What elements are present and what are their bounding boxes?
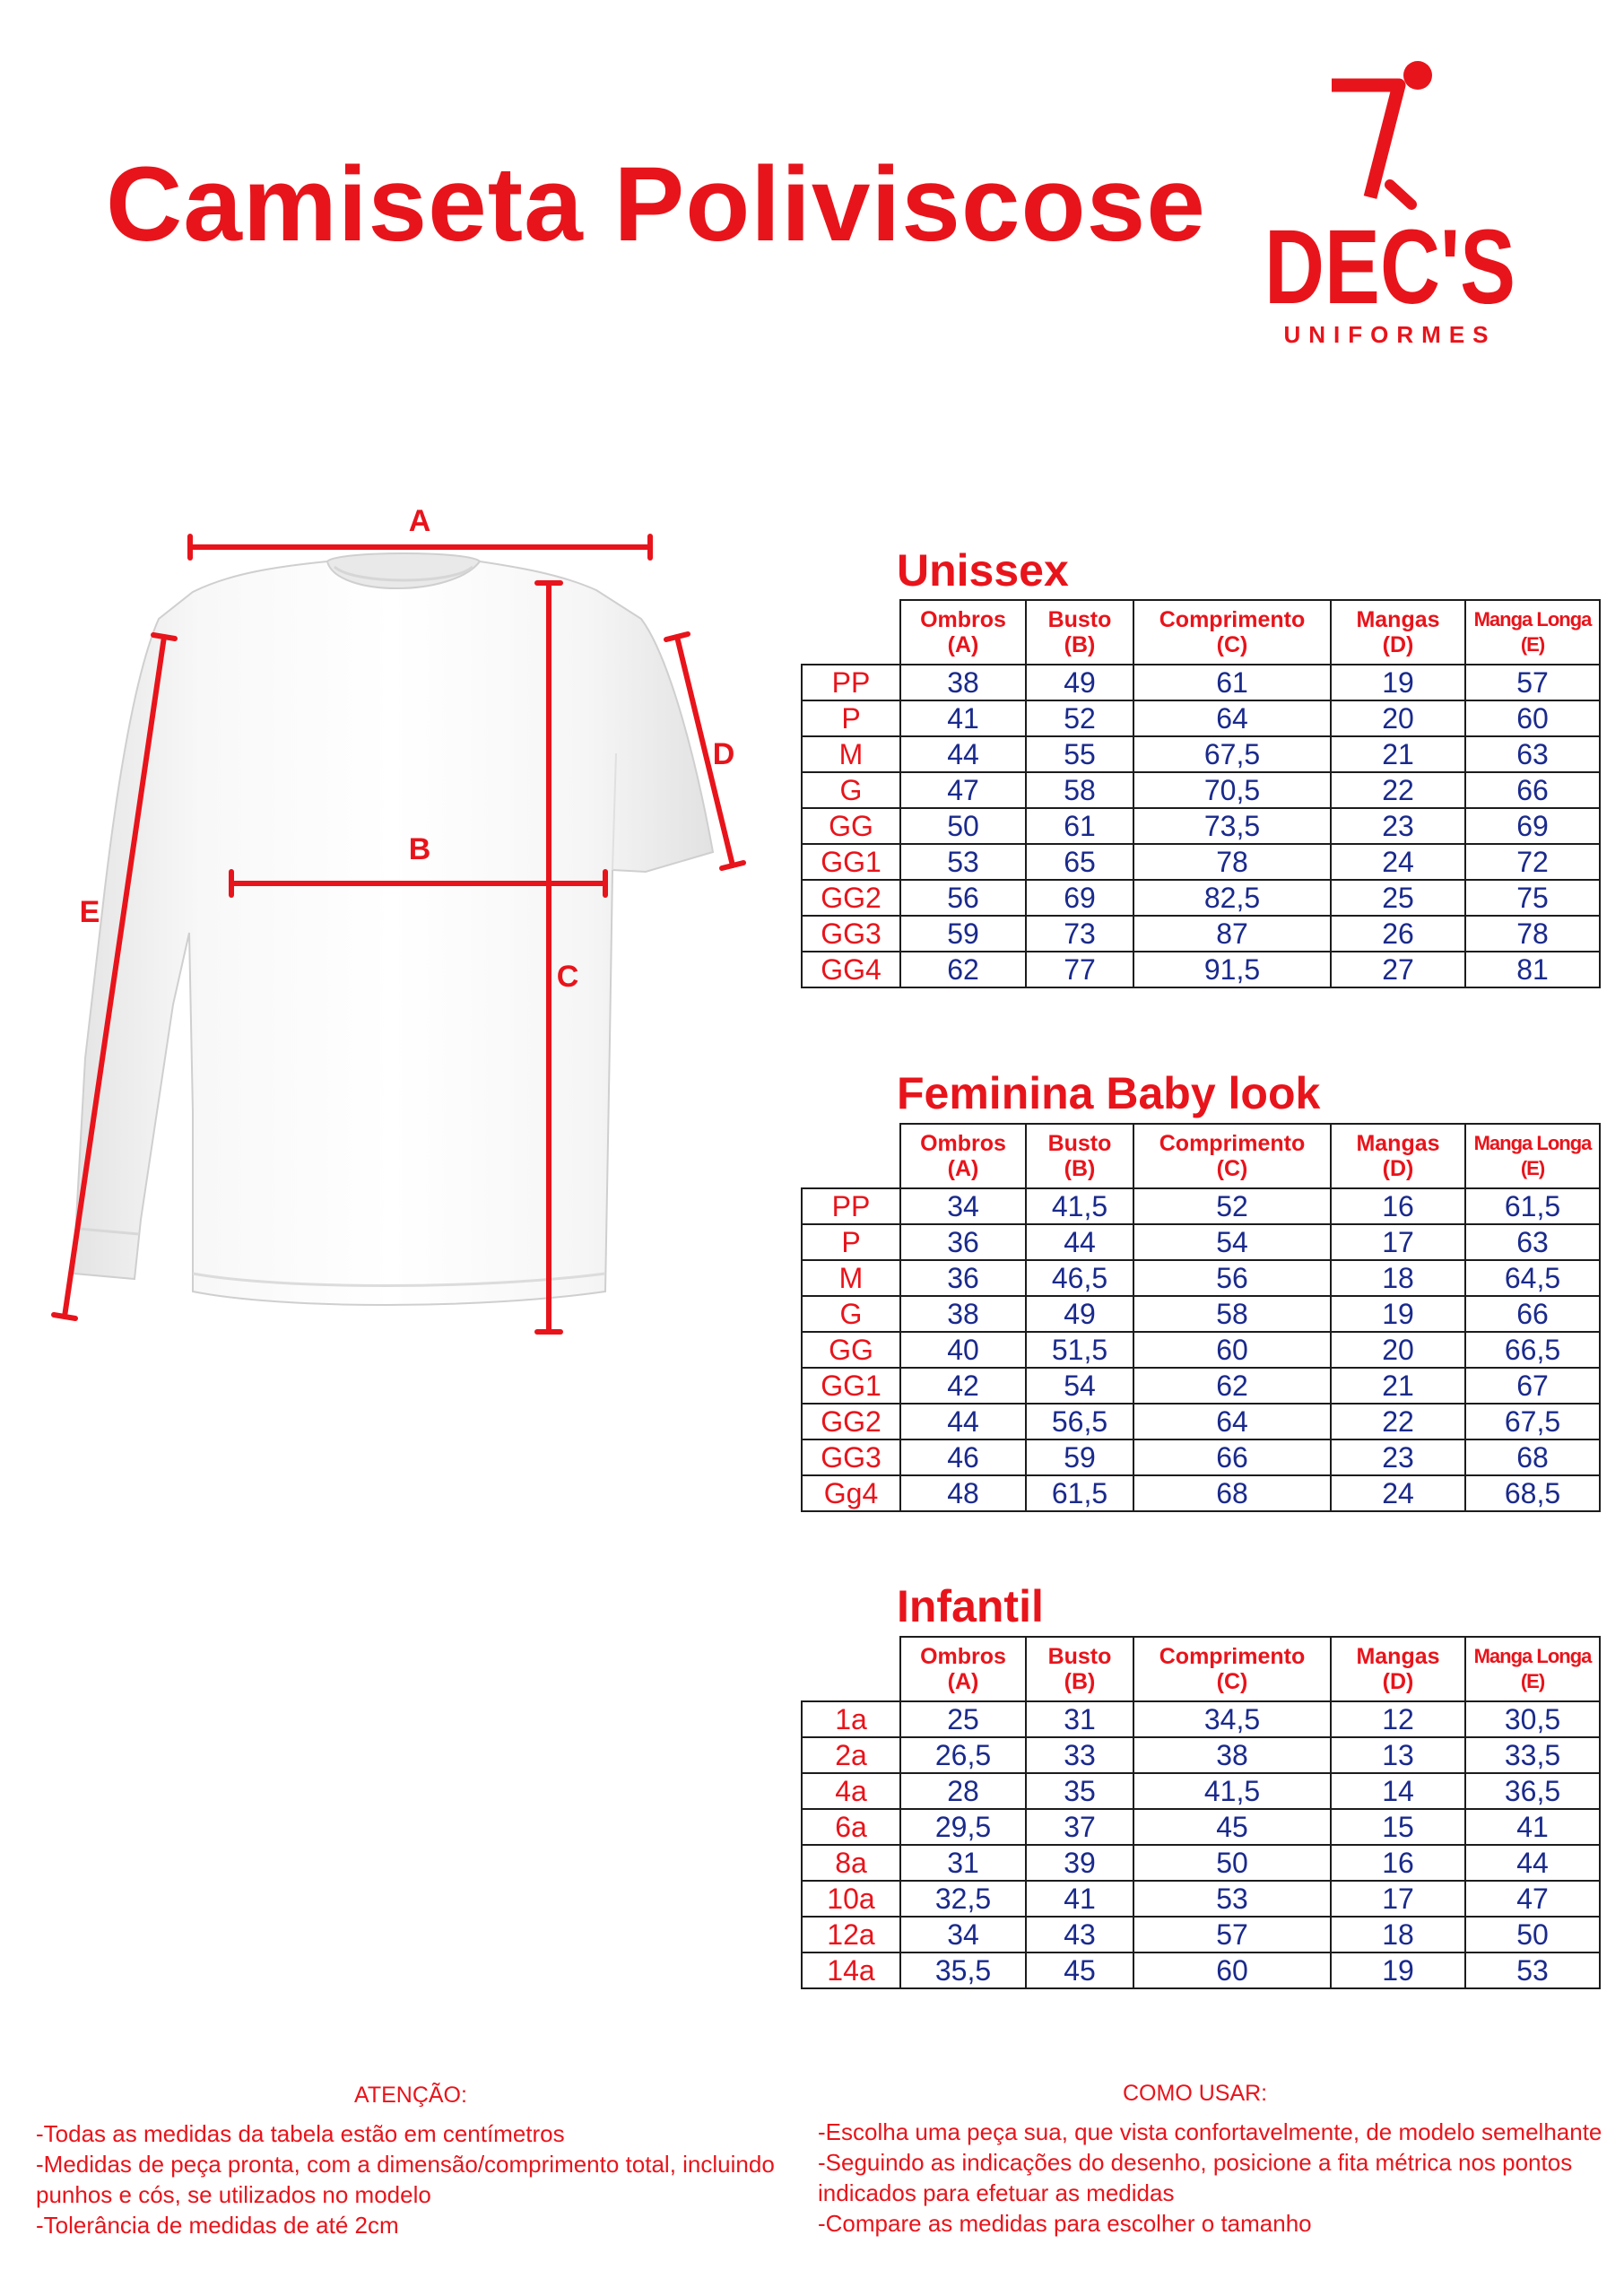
measure-cell: 34,5 — [1133, 1701, 1331, 1737]
measure-cell: 87 — [1133, 916, 1331, 952]
column-name: Comprimento — [1159, 1131, 1306, 1156]
como-usar-notes — [818, 2117, 1602, 2239]
column-code: (C) — [1216, 1156, 1248, 1181]
unissex-title: Unissex — [897, 545, 1069, 596]
measure-cell: 91,5 — [1133, 952, 1331, 987]
measure-cell: 19 — [1331, 1296, 1465, 1332]
note-item: indicados para efetuar as medidas — [818, 2179, 1175, 2206]
column-code: (B) — [1064, 1669, 1096, 1694]
table-row — [802, 1439, 1600, 1475]
column-name: Mangas — [1356, 607, 1440, 632]
size-label: 8a — [802, 1845, 900, 1881]
column-code: (E) — [1520, 633, 1545, 656]
column-name: Manga Longa — [1473, 608, 1592, 631]
measure-cell: 72 — [1465, 844, 1600, 880]
measure-cell: 47 — [1465, 1881, 1600, 1917]
column-code: (E) — [1520, 1670, 1545, 1692]
column-code: (A) — [947, 1156, 979, 1181]
measure-cell: 26 — [1331, 916, 1465, 952]
header-corner — [802, 600, 900, 665]
measure-cell: 75 — [1465, 880, 1600, 916]
size-label: P — [802, 700, 900, 736]
column-code: (B) — [1064, 1156, 1096, 1181]
table-row — [802, 1917, 1600, 1952]
table-row — [802, 772, 1600, 808]
measure-cell: 43 — [1026, 1917, 1133, 1952]
measure-cell: 66 — [1465, 1296, 1600, 1332]
column-header — [900, 1124, 1026, 1188]
measure-cell: 66 — [1133, 1439, 1331, 1475]
column-header — [900, 600, 1026, 665]
measure-cell: 50 — [1133, 1845, 1331, 1881]
table-row — [802, 1224, 1600, 1260]
measure-cell: 42 — [900, 1368, 1026, 1404]
table-row — [802, 1701, 1600, 1737]
measure-cell: 33 — [1026, 1737, 1133, 1773]
table-row — [802, 1475, 1600, 1511]
measure-cell: 73 — [1026, 916, 1133, 952]
measure-cell: 14 — [1331, 1773, 1465, 1809]
measure-cell: 69 — [1026, 880, 1133, 916]
measure-cell: 36,5 — [1465, 1773, 1600, 1809]
measure-cell: 13 — [1331, 1737, 1465, 1773]
table-row — [802, 1952, 1600, 1988]
label-a: A — [408, 504, 431, 538]
measure-cell: 21 — [1331, 736, 1465, 772]
measure-cell: 55 — [1026, 736, 1133, 772]
column-header — [1026, 1637, 1133, 1701]
measure-cell: 23 — [1331, 808, 1465, 844]
size-label: G — [802, 1296, 900, 1332]
feminina-title: Feminina Baby look — [897, 1068, 1321, 1118]
table-row — [802, 952, 1600, 987]
column-name: Busto — [1047, 1131, 1112, 1156]
logo-tick-mark — [1390, 185, 1411, 204]
measure-cell: 70,5 — [1133, 772, 1331, 808]
table-row — [802, 1260, 1600, 1296]
header-corner — [802, 1124, 900, 1188]
column-name: Ombros — [920, 1644, 1006, 1669]
tshirt-illustration — [74, 553, 713, 1305]
measure-cell: 24 — [1331, 1475, 1465, 1511]
size-label: PP — [802, 1188, 900, 1224]
measure-cell: 27 — [1331, 952, 1465, 987]
table-row — [802, 736, 1600, 772]
measure-cell: 12 — [1331, 1701, 1465, 1737]
measure-cell: 38 — [900, 665, 1026, 700]
column-header — [1465, 1637, 1600, 1701]
measure-cell: 57 — [1465, 665, 1600, 700]
measure-cell: 69 — [1465, 808, 1600, 844]
measure-cell: 41 — [900, 700, 1026, 736]
measure-cell: 67 — [1465, 1368, 1600, 1404]
feminina-size-table — [801, 1123, 1601, 1512]
column-code: (D) — [1382, 1669, 1414, 1694]
label-c: C — [556, 960, 579, 994]
measure-cell: 58 — [1133, 1296, 1331, 1332]
table-row — [802, 1368, 1600, 1404]
size-label: M — [802, 736, 900, 772]
measure-cell: 28 — [900, 1773, 1026, 1809]
logo-tagline: UNIFORMES — [1283, 321, 1497, 348]
column-name: Busto — [1047, 1644, 1112, 1669]
column-header — [1465, 1124, 1600, 1188]
measure-cell: 73,5 — [1133, 808, 1331, 844]
measure-cell: 17 — [1331, 1224, 1465, 1260]
table-row — [802, 700, 1600, 736]
measure-cell: 51,5 — [1026, 1332, 1133, 1368]
table-row — [802, 1773, 1600, 1809]
size-label: 1a — [802, 1701, 900, 1737]
measure-cell: 56 — [1133, 1260, 1331, 1296]
measure-cell: 62 — [1133, 1368, 1331, 1404]
size-label: P — [802, 1224, 900, 1260]
measure-cell: 57 — [1133, 1917, 1331, 1952]
measure-cell: 61 — [1026, 808, 1133, 844]
como-usar-heading: COMO USAR: — [1123, 2081, 1268, 2106]
measure-cell: 58 — [1026, 772, 1133, 808]
column-name: Ombros — [920, 607, 1006, 632]
measure-cell: 59 — [900, 916, 1026, 952]
column-code: (C) — [1216, 632, 1248, 657]
measure-cell: 19 — [1331, 665, 1465, 700]
measure-cell: 26,5 — [900, 1737, 1026, 1773]
measure-cell: 37 — [1026, 1809, 1133, 1845]
column-header — [1133, 1637, 1331, 1701]
size-label: M — [802, 1260, 900, 1296]
table-row — [802, 1809, 1600, 1845]
measure-cell: 35 — [1026, 1773, 1133, 1809]
measure-cell: 17 — [1331, 1881, 1465, 1917]
measure-cell: 21 — [1331, 1368, 1465, 1404]
size-label: GG — [802, 808, 900, 844]
measure-cell: 63 — [1465, 1224, 1600, 1260]
table-row — [802, 665, 1600, 700]
measure-cell: 77 — [1026, 952, 1133, 987]
measure-cell: 41 — [1465, 1809, 1600, 1845]
column-header — [1026, 1124, 1133, 1188]
measure-cell: 82,5 — [1133, 880, 1331, 916]
table-row — [802, 808, 1600, 844]
size-label: GG1 — [802, 844, 900, 880]
measure-cell: 33,5 — [1465, 1737, 1600, 1773]
size-label: G — [802, 772, 900, 808]
measure-cell: 59 — [1026, 1439, 1133, 1475]
size-label: 2a — [802, 1737, 900, 1773]
size-label: 10a — [802, 1881, 900, 1917]
measure-cell: 44 — [900, 1404, 1026, 1439]
measure-cell: 38 — [1133, 1737, 1331, 1773]
measure-cell: 78 — [1133, 844, 1331, 880]
column-name: Busto — [1047, 607, 1112, 632]
measure-cell: 22 — [1331, 1404, 1465, 1439]
table-header-row — [802, 600, 1600, 665]
note-item: -Escolha uma peça sua, que vista confortavelmente, de modelo semelhante — [818, 2118, 1602, 2145]
column-code: (B) — [1064, 632, 1096, 657]
note-item: -Seguindo as indicações do desenho, posicione a fita métrica nos pontos — [818, 2149, 1573, 2176]
infantil-size-table — [801, 1636, 1601, 1989]
note-item: -Todas as medidas da tabela estão em centímetros — [36, 2120, 565, 2147]
measure-cell: 31 — [1026, 1701, 1133, 1737]
table-row — [802, 1881, 1600, 1917]
measure-cell: 52 — [1026, 700, 1133, 736]
table-row — [802, 844, 1600, 880]
atencao-notes — [36, 2118, 775, 2240]
measure-cell: 60 — [1133, 1952, 1331, 1988]
measure-cell: 16 — [1331, 1845, 1465, 1881]
unissex-size-table — [801, 599, 1601, 988]
measure-cell: 68,5 — [1465, 1475, 1600, 1511]
column-name: Ombros — [920, 1131, 1006, 1156]
column-code: (D) — [1382, 632, 1414, 657]
label-d: D — [712, 737, 735, 771]
measure-cell: 63 — [1465, 736, 1600, 772]
column-code: (E) — [1520, 1157, 1545, 1179]
column-header — [1026, 600, 1133, 665]
column-header — [1331, 600, 1465, 665]
measure-cell: 48 — [900, 1475, 1026, 1511]
measure-cell: 54 — [1026, 1368, 1133, 1404]
column-header — [1331, 1637, 1465, 1701]
measure-cell: 16 — [1331, 1188, 1465, 1224]
column-header — [1133, 600, 1331, 665]
size-label: GG — [802, 1332, 900, 1368]
measure-cell: 34 — [900, 1188, 1026, 1224]
measure-cell: 60 — [1133, 1332, 1331, 1368]
note-item: punhos e cós, se utilizados no modelo — [36, 2181, 431, 2208]
label-e: E — [79, 895, 100, 929]
measure-cell: 60 — [1465, 700, 1600, 736]
measure-cell: 64,5 — [1465, 1260, 1600, 1296]
size-label: GG2 — [802, 1404, 900, 1439]
measure-cell: 41,5 — [1026, 1188, 1133, 1224]
table-row — [802, 880, 1600, 916]
measure-cell: 32,5 — [900, 1881, 1026, 1917]
measure-cell: 61,5 — [1026, 1475, 1133, 1511]
shirt-diagram — [49, 484, 785, 1381]
measure-cell: 49 — [1026, 1296, 1133, 1332]
label-b: B — [408, 832, 431, 866]
measure-cell: 53 — [1465, 1952, 1600, 1988]
infantil-title: Infantil — [897, 1581, 1044, 1631]
measure-cell: 18 — [1331, 1917, 1465, 1952]
column-name: Manga Longa — [1473, 1645, 1592, 1667]
size-label: 6a — [802, 1809, 900, 1845]
measure-cell: 44 — [900, 736, 1026, 772]
measure-cell: 62 — [900, 952, 1026, 987]
measure-cell: 46 — [900, 1439, 1026, 1475]
measure-cell: 67,5 — [1133, 736, 1331, 772]
measure-cell: 53 — [1133, 1881, 1331, 1917]
measure-cell: 20 — [1331, 700, 1465, 736]
atencao-heading: ATENÇÃO: — [354, 2083, 467, 2108]
measure-cell: 25 — [900, 1701, 1026, 1737]
measure-cell: 39 — [1026, 1845, 1133, 1881]
measure-cell: 78 — [1465, 916, 1600, 952]
measure-cell: 61 — [1133, 665, 1331, 700]
measure-cell: 40 — [900, 1332, 1026, 1368]
measure-cell: 41,5 — [1133, 1773, 1331, 1809]
measure-cell: 18 — [1331, 1260, 1465, 1296]
measure-cell: 25 — [1331, 880, 1465, 916]
measure-cell: 56,5 — [1026, 1404, 1133, 1439]
size-label: GG2 — [802, 880, 900, 916]
measure-cell: 56 — [900, 880, 1026, 916]
column-name: Comprimento — [1159, 607, 1306, 632]
note-item: -Tolerância de medidas de até 2cm — [36, 2212, 399, 2239]
size-label: 14a — [802, 1952, 900, 1988]
table-row — [802, 1296, 1600, 1332]
size-label: PP — [802, 665, 900, 700]
size-label: Gg4 — [802, 1475, 900, 1511]
measure-cell: 23 — [1331, 1439, 1465, 1475]
measure-cell: 45 — [1026, 1952, 1133, 1988]
table-row — [802, 1404, 1600, 1439]
measure-cell: 50 — [1465, 1917, 1600, 1952]
measure-cell: 81 — [1465, 952, 1600, 987]
measure-cell: 68 — [1465, 1439, 1600, 1475]
measure-cell: 53 — [900, 844, 1026, 880]
measure-cell: 36 — [900, 1224, 1026, 1260]
note-item: -Medidas de peça pronta, com a dimensão/comprimento total, incluindo — [36, 2151, 775, 2178]
measure-cell: 66 — [1465, 772, 1600, 808]
measure-cell: 46,5 — [1026, 1260, 1133, 1296]
decs-logo — [1238, 54, 1542, 359]
size-label: GG4 — [802, 952, 900, 987]
measure-cell: 41 — [1026, 1881, 1133, 1917]
size-label: GG3 — [802, 1439, 900, 1475]
column-header — [1331, 1124, 1465, 1188]
measure-cell: 24 — [1331, 844, 1465, 880]
column-code: (A) — [947, 1669, 979, 1694]
measure-cell: 36 — [900, 1260, 1026, 1296]
measure-cell: 50 — [900, 808, 1026, 844]
logo-brand: DEC'S — [1264, 208, 1515, 326]
measure-cell: 52 — [1133, 1188, 1331, 1224]
measure-cell: 44 — [1465, 1845, 1600, 1881]
table-row — [802, 1845, 1600, 1881]
measure-cell: 19 — [1331, 1952, 1465, 1988]
measure-cell: 64 — [1133, 1404, 1331, 1439]
measure-cell: 49 — [1026, 665, 1133, 700]
column-header — [900, 1637, 1026, 1701]
column-code: (A) — [947, 632, 979, 657]
table-header-row — [802, 1124, 1600, 1188]
measure-cell: 47 — [900, 772, 1026, 808]
size-label: GG3 — [802, 916, 900, 952]
measure-cell: 45 — [1133, 1809, 1331, 1845]
size-label: 12a — [802, 1917, 900, 1952]
measure-cell: 54 — [1133, 1224, 1331, 1260]
measure-cell: 67,5 — [1465, 1404, 1600, 1439]
size-label: GG1 — [802, 1368, 900, 1404]
measure-cell: 44 — [1026, 1224, 1133, 1260]
size-label: 4a — [802, 1773, 900, 1809]
measure-cell: 68 — [1133, 1475, 1331, 1511]
table-row — [802, 1188, 1600, 1224]
column-name: Manga Longa — [1473, 1132, 1592, 1154]
measure-cell: 20 — [1331, 1332, 1465, 1368]
measure-cell: 65 — [1026, 844, 1133, 880]
column-header — [1465, 600, 1600, 665]
measure-cell: 35,5 — [900, 1952, 1026, 1988]
header-corner — [802, 1637, 900, 1701]
column-header — [1133, 1124, 1331, 1188]
column-name: Mangas — [1356, 1644, 1440, 1669]
measure-cell: 34 — [900, 1917, 1026, 1952]
measure-cell: 22 — [1331, 772, 1465, 808]
page-title: Camiseta Poliviscose — [106, 145, 1206, 264]
column-name: Mangas — [1356, 1131, 1440, 1156]
column-code: (D) — [1382, 1156, 1414, 1181]
column-code: (C) — [1216, 1669, 1248, 1694]
measure-cell: 66,5 — [1465, 1332, 1600, 1368]
measure-cell: 30,5 — [1465, 1701, 1600, 1737]
logo-dot — [1403, 61, 1432, 90]
measure-cell: 15 — [1331, 1809, 1465, 1845]
table-header-row — [802, 1637, 1600, 1701]
table-row — [802, 1737, 1600, 1773]
table-row — [802, 916, 1600, 952]
note-item: -Compare as medidas para escolher o tamanho — [818, 2210, 1312, 2237]
measure-cell: 29,5 — [900, 1809, 1026, 1845]
measure-cell: 64 — [1133, 700, 1331, 736]
measure-cell: 31 — [900, 1845, 1026, 1881]
measure-cell: 38 — [900, 1296, 1026, 1332]
measure-cell: 61,5 — [1465, 1188, 1600, 1224]
column-name: Comprimento — [1159, 1644, 1306, 1669]
table-row — [802, 1332, 1600, 1368]
